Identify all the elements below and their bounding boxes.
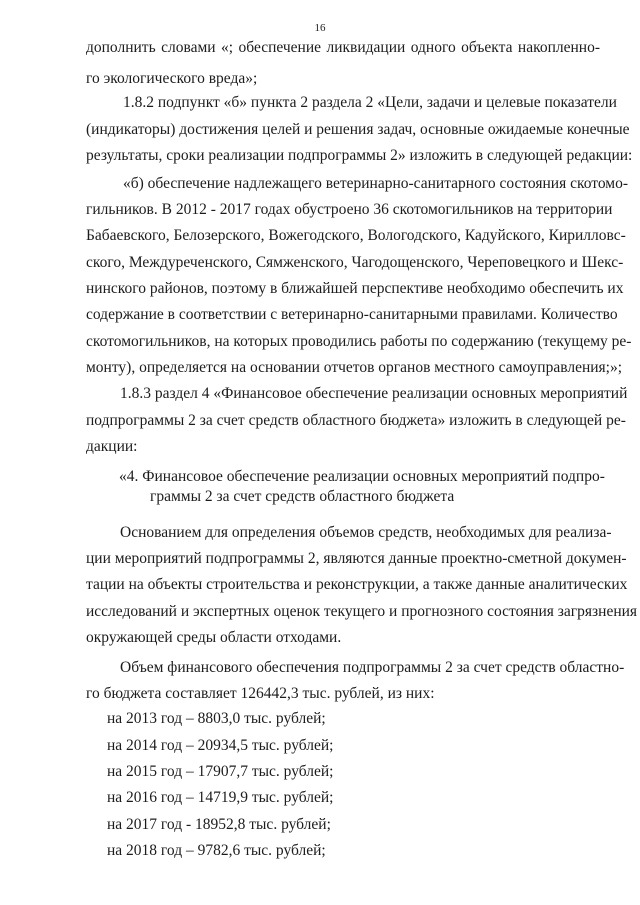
section-heading: граммы 2 за счет средств областного бюджета bbox=[150, 488, 455, 505]
text-line: ции мероприятий подпрограммы 2, являются данные проектно-сметной докумен- bbox=[86, 550, 627, 567]
list-item: на 2017 год - 18952,8 тыс. рублей; bbox=[107, 816, 331, 833]
text-line: ского, Междуреченского, Сямженского, Чагодощенского, Череповецкого и Шекс- bbox=[86, 254, 624, 271]
text-line: го экологического вреда»; bbox=[86, 70, 258, 87]
text-line: го бюджета составляет 126442,3 тыс. рублей, из них: bbox=[86, 685, 435, 702]
text-line: содержание в соответствии с ветеринарно-санитарными правилами. Количество bbox=[86, 306, 618, 323]
text-line: Основанием для определения объемов средств, необходимых для реализа- bbox=[120, 524, 612, 541]
list-item: на 2016 год – 14719,9 тыс. рублей; bbox=[107, 789, 334, 806]
text-line: Объем финансового обеспечения подпрограммы 2 за счет средств областно- bbox=[120, 659, 625, 676]
text-line: окружающей среды области отходами. bbox=[86, 629, 342, 646]
list-item: на 2013 год – 8803,0 тыс. рублей; bbox=[107, 710, 326, 727]
text-line: скотомогильников, на которых проводились работы по содержанию (текущему ре- bbox=[86, 333, 632, 350]
text-line: «б) обеспечение надлежащего ветеринарно-санитарного состояния скотомо- bbox=[123, 175, 628, 192]
text-line: 1.8.3 раздел 4 «Финансовое обеспечение реализации основных мероприятий bbox=[120, 385, 628, 402]
text-line: монту), определяется на основании отчетов органов местного самоуправления;»; bbox=[86, 359, 623, 376]
text-line: гильников. В 2012 - 2017 годах обустроено 36 скотомогильников на территории bbox=[86, 201, 613, 218]
text-line: (индикаторы) достижения целей и решения задач, основные ожидаемые конечные bbox=[86, 121, 630, 138]
text-line: дакции: bbox=[86, 438, 138, 455]
section-heading: «4. Финансовое обеспечение реализации основных мероприятий подпро- bbox=[119, 468, 605, 485]
text-line: тации на объекты строительства и реконструкции, а также данные аналитических bbox=[86, 576, 628, 593]
text-line: результаты, сроки реализации подпрограммы 2» изложить в следующей редакции: bbox=[86, 147, 633, 164]
text-line: нинского районов, поэтому в ближайшей перспективе необходимо обеспечить их bbox=[86, 280, 624, 297]
text-line: дополнить словами «; обеспечение ликвидации одного объекта накопленно- bbox=[86, 39, 600, 56]
text-line: Бабаевского, Белозерского, Вожегодского, Вологодского, Кадуйского, Кирилловс- bbox=[86, 227, 626, 244]
page-number: 16 bbox=[314, 22, 326, 34]
text-line: подпрограммы 2 за счет средств областного бюджета» изложить в следующей ре- bbox=[86, 412, 626, 429]
list-item: на 2015 год – 17907,7 тыс. рублей; bbox=[107, 763, 334, 780]
text-line: 1.8.2 подпункт «б» пункта 2 раздела 2 «Цели, задачи и целевые показатели bbox=[123, 94, 617, 111]
text-line: исследований и экспертных оценок текущего и прогнозного состояния загрязнения bbox=[86, 603, 638, 620]
list-item: на 2018 год – 9782,6 тыс. рублей; bbox=[107, 842, 326, 859]
list-item: на 2014 год – 20934,5 тыс. рублей; bbox=[107, 737, 334, 754]
